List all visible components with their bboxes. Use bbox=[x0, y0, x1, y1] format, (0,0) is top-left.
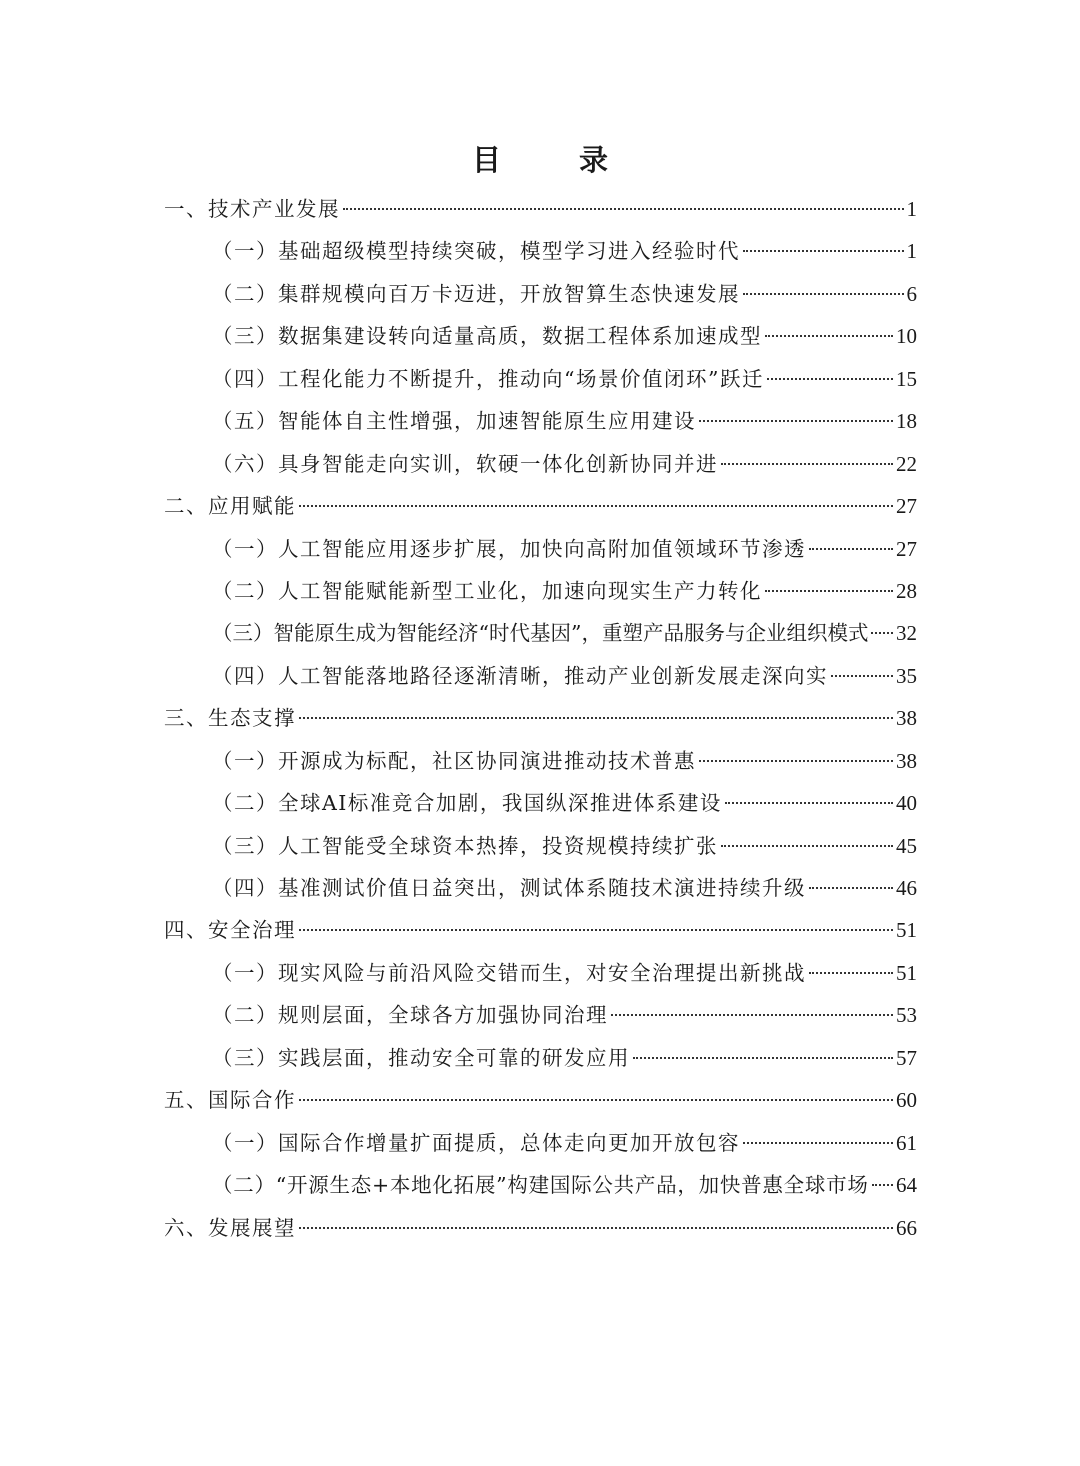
toc-subsection-entry[interactable] bbox=[164, 1122, 917, 1164]
page-title: 目 录 bbox=[471, 143, 643, 177]
toc-entry-title: 三、生态支撑 bbox=[164, 706, 296, 731]
toc-entry-title: （二）规则层面，全球各方加强协同治理 bbox=[212, 1003, 608, 1028]
toc-subsection-entry[interactable] bbox=[164, 867, 917, 909]
toc-subsection-entry[interactable] bbox=[164, 782, 917, 824]
table-of-contents bbox=[164, 188, 917, 1249]
toc-dot-leader bbox=[743, 250, 904, 252]
toc-section-entry[interactable] bbox=[164, 697, 917, 739]
toc-page-number: 45 bbox=[896, 833, 917, 858]
toc-page-number: 6 bbox=[906, 281, 917, 306]
toc-subsection-entry[interactable] bbox=[164, 1164, 917, 1206]
toc-dot-leader bbox=[743, 293, 904, 295]
toc-page-number: 51 bbox=[896, 960, 917, 985]
toc-page-number: 27 bbox=[896, 536, 917, 561]
toc-dot-leader bbox=[809, 548, 893, 550]
toc-entry-title: （三）实践层面，推动安全可靠的研发应用 bbox=[212, 1045, 630, 1070]
toc-subsection-entry[interactable] bbox=[164, 358, 917, 400]
toc-page-number: 1 bbox=[906, 239, 917, 264]
toc-dot-leader bbox=[343, 208, 904, 210]
toc-entry-title: （一）基础超级模型持续突破，模型学习进入经验时代 bbox=[212, 239, 740, 264]
toc-dot-leader bbox=[299, 1227, 893, 1229]
toc-page-number: 61 bbox=[896, 1130, 917, 1155]
toc-page-number: 66 bbox=[896, 1215, 917, 1240]
toc-dot-leader bbox=[611, 1014, 893, 1016]
toc-dot-leader bbox=[872, 1184, 893, 1186]
toc-dot-leader bbox=[767, 378, 893, 380]
toc-page-number: 53 bbox=[896, 1003, 917, 1028]
toc-dot-leader bbox=[299, 505, 893, 507]
toc-dot-leader bbox=[725, 802, 893, 804]
toc-section-entry[interactable] bbox=[164, 1079, 917, 1121]
toc-dot-leader bbox=[633, 1057, 893, 1059]
toc-subsection-entry[interactable] bbox=[164, 1037, 917, 1079]
toc-dot-leader bbox=[831, 675, 893, 677]
toc-entry-title: （一）人工智能应用逐步扩展，加快向高附加值领域环节渗透 bbox=[212, 536, 806, 561]
toc-entry-title: （二）集群规模向百万卡迈进，开放智算生态快速发展 bbox=[212, 281, 740, 306]
toc-entry-title: （三）智能原生成为智能经济“时代基因”，重塑产品服务与企业组织模式 bbox=[212, 621, 869, 646]
toc-entry-title: （五）智能体自主性增强，加速智能原生应用建设 bbox=[212, 409, 696, 434]
toc-page-number: 51 bbox=[896, 918, 917, 943]
toc-page-number: 32 bbox=[896, 621, 917, 646]
toc-page-number: 27 bbox=[896, 494, 917, 519]
toc-entry-title: （三）人工智能受全球资本热捧，投资规模持续扩张 bbox=[212, 833, 718, 858]
toc-subsection-entry[interactable] bbox=[164, 400, 917, 442]
toc-subsection-entry[interactable] bbox=[164, 230, 917, 272]
toc-page-number: 40 bbox=[896, 791, 917, 816]
toc-page-number: 38 bbox=[896, 706, 917, 731]
toc-entry-title: （四）人工智能落地路径逐渐清晰，推动产业创新发展走深向实 bbox=[212, 663, 828, 688]
toc-page-number: 64 bbox=[896, 1173, 917, 1198]
toc-page-number: 38 bbox=[896, 748, 917, 773]
toc-entry-title: （一）国际合作增量扩面提质，总体走向更加开放包容 bbox=[212, 1130, 740, 1155]
toc-subsection-entry[interactable] bbox=[164, 825, 917, 867]
toc-dot-leader bbox=[809, 972, 893, 974]
toc-entry-title: 二、应用赋能 bbox=[164, 494, 296, 519]
toc-dot-leader bbox=[699, 760, 893, 762]
toc-page-number: 28 bbox=[896, 578, 917, 603]
toc-page-number: 1 bbox=[906, 197, 917, 221]
toc-dot-leader bbox=[809, 887, 893, 889]
toc-entry-title: （一）现实风险与前沿风险交错而生，对安全治理提出新挑战 bbox=[212, 960, 806, 985]
toc-dot-leader bbox=[721, 463, 893, 465]
toc-page-number: 46 bbox=[896, 876, 917, 900]
toc-entry-title: 一、技术产业发展 bbox=[164, 197, 340, 221]
toc-subsection-entry[interactable] bbox=[164, 570, 917, 612]
toc-entry-title: （四）工程化能力不断提升，推动向“场景价值闭环”跃迁 bbox=[212, 366, 764, 391]
toc-entry-title: （六）具身智能走向实训，软硬一体化创新协同并进 bbox=[212, 451, 718, 476]
toc-dot-leader bbox=[721, 845, 893, 847]
toc-dot-leader bbox=[299, 717, 893, 719]
toc-page-number: 57 bbox=[896, 1045, 917, 1070]
toc-subsection-entry[interactable] bbox=[164, 612, 917, 654]
toc-subsection-entry[interactable] bbox=[164, 655, 917, 697]
toc-dot-leader bbox=[299, 929, 893, 931]
toc-subsection-entry[interactable] bbox=[164, 528, 917, 570]
toc-page-number: 22 bbox=[896, 451, 917, 476]
toc-section-entry[interactable] bbox=[164, 188, 917, 230]
toc-entry-title: （三）数据集建设转向适量高质，数据工程体系加速成型 bbox=[212, 324, 762, 349]
toc-section-entry[interactable] bbox=[164, 1207, 917, 1249]
toc-entry-title: （一）开源成为标配，社区协同演进推动技术普惠 bbox=[212, 748, 696, 773]
toc-dot-leader bbox=[699, 420, 893, 422]
toc-page-number: 60 bbox=[896, 1088, 917, 1113]
toc-entry-title: （二）全球AI标准竞合加剧，我国纵深推进体系建设 bbox=[212, 791, 722, 816]
toc-page-number: 35 bbox=[896, 663, 917, 688]
toc-subsection-entry[interactable] bbox=[164, 315, 917, 357]
toc-subsection-entry[interactable] bbox=[164, 740, 917, 782]
toc-section-entry[interactable] bbox=[164, 485, 917, 527]
toc-dot-leader bbox=[765, 335, 893, 337]
toc-dot-leader bbox=[743, 1142, 893, 1144]
toc-entry-title: （四）基准测试价值日益突出，测试体系随技术演进持续升级 bbox=[212, 876, 806, 900]
toc-page-number: 15 bbox=[896, 366, 917, 391]
toc-section-entry[interactable] bbox=[164, 909, 917, 951]
toc-entry-title: （二）人工智能赋能新型工业化，加速向现实生产力转化 bbox=[212, 578, 762, 603]
toc-dot-leader bbox=[765, 590, 893, 592]
toc-entry-title: （二）“开源生态+本地化拓展”构建国际公共产品，加快普惠全球市场 bbox=[212, 1173, 869, 1198]
toc-subsection-entry[interactable] bbox=[164, 952, 917, 994]
toc-entry-title: 四、安全治理 bbox=[164, 918, 296, 943]
toc-dot-leader bbox=[871, 632, 893, 634]
toc-subsection-entry[interactable] bbox=[164, 443, 917, 485]
toc-subsection-entry[interactable] bbox=[164, 994, 917, 1036]
toc-entry-title: 五、国际合作 bbox=[164, 1088, 296, 1113]
toc-subsection-entry[interactable] bbox=[164, 273, 917, 315]
toc-page-number: 10 bbox=[896, 324, 917, 349]
toc-page-number: 18 bbox=[896, 409, 917, 434]
toc-dot-leader bbox=[299, 1099, 893, 1101]
toc-entry-title: 六、发展展望 bbox=[164, 1215, 296, 1240]
